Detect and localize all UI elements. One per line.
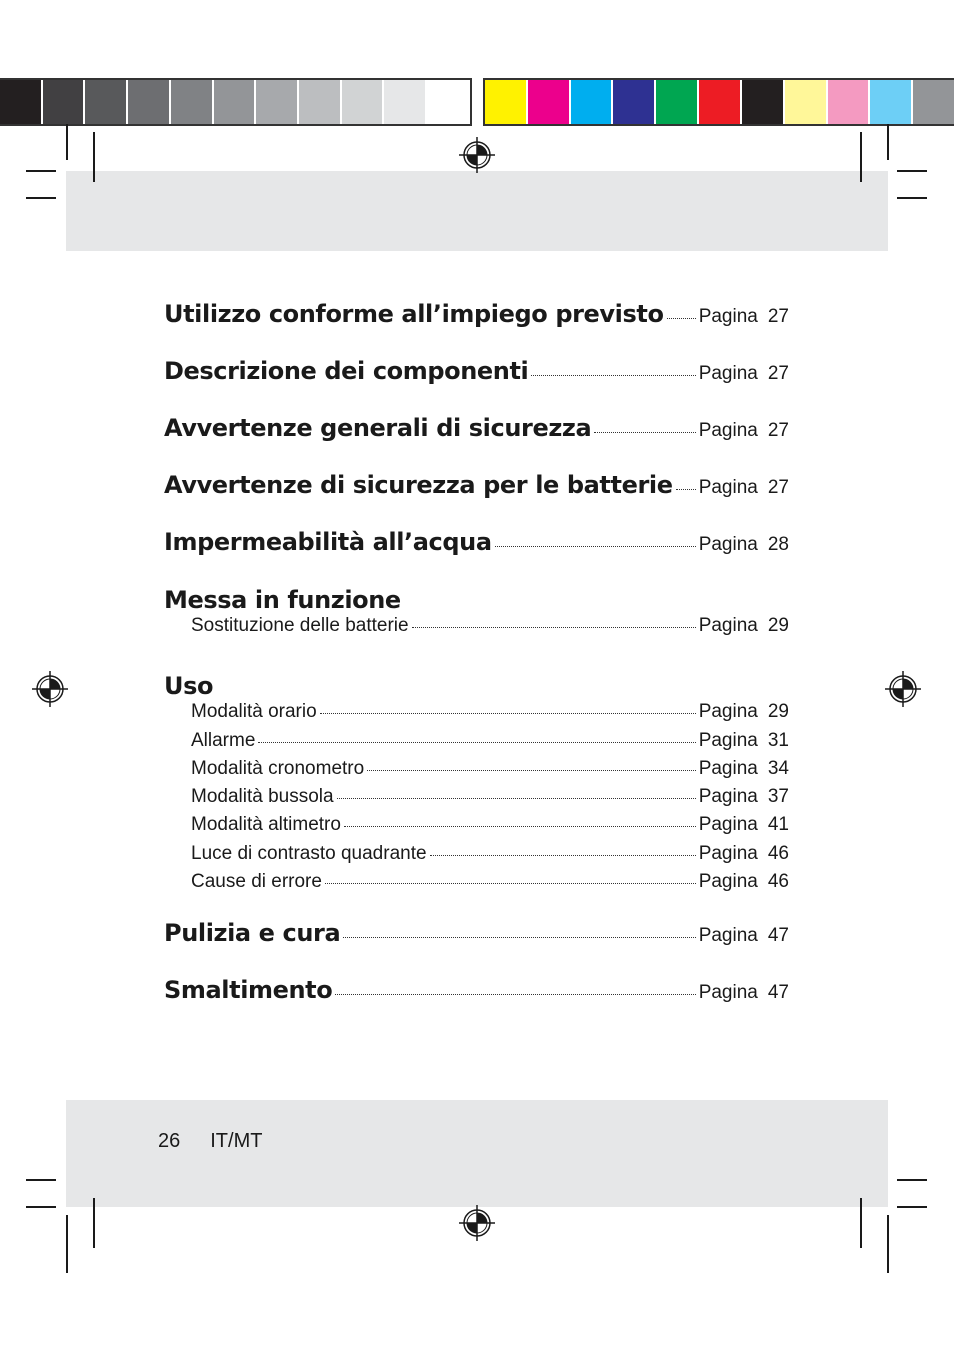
dot-leader	[430, 855, 696, 856]
toc-subentry[interactable]	[164, 843, 789, 871]
crop-mark	[93, 132, 95, 182]
toc-subentry[interactable]	[164, 814, 789, 842]
toc-section-heading[interactable]: Messa in funzione	[164, 586, 401, 614]
crop-mark	[897, 197, 927, 199]
toc-entry-page: Pagina 47	[698, 982, 789, 1004]
toc-subentry-page: Pagina 46	[698, 842, 789, 864]
calibration-swatch	[43, 80, 86, 124]
dot-leader	[495, 546, 696, 547]
crop-mark	[897, 170, 927, 172]
toc-entry[interactable]	[164, 471, 789, 528]
calibration-swatch	[699, 80, 742, 124]
calibration-swatch	[870, 80, 913, 124]
calibration-swatch	[913, 80, 954, 124]
toc-entry-page: Pagina 47	[698, 925, 789, 947]
calibration-swatch	[485, 80, 528, 124]
calibration-swatch	[656, 80, 699, 124]
calibration-swatch	[342, 80, 385, 124]
crop-mark	[26, 1206, 56, 1208]
toc-subentry[interactable]	[164, 786, 789, 814]
language-code: IT/MT	[210, 1130, 263, 1152]
table-of-contents	[164, 300, 789, 1033]
toc-entry-page: Pagina 27	[698, 306, 789, 327]
toc-subentry-page: Pagina 31	[698, 729, 789, 751]
toc-subentry[interactable]	[164, 701, 789, 729]
grey-calibration-bar	[0, 78, 472, 126]
dot-leader	[531, 375, 695, 376]
calibration-swatch	[528, 80, 571, 124]
toc-entry[interactable]	[164, 528, 789, 585]
page-number: 26	[158, 1130, 181, 1152]
dot-leader	[320, 713, 696, 714]
calibration-swatch	[742, 80, 785, 124]
calibration-swatch	[214, 80, 257, 124]
toc-entry[interactable]	[164, 300, 789, 357]
toc-entry[interactable]	[164, 357, 789, 414]
dot-leader	[258, 742, 695, 743]
dot-leader	[594, 432, 695, 433]
crop-mark	[26, 197, 56, 199]
toc-entry-title: Utilizzo conforme all’impiego previsto	[164, 300, 664, 328]
toc-subentry[interactable]	[164, 871, 789, 899]
toc-entry-title: Avvertenze generali di sicurezza	[164, 414, 592, 442]
toc-subentry-title: Modalità cronometro	[191, 757, 365, 779]
registration-mark-icon	[459, 1205, 495, 1241]
toc-subentry-title: Sostituzione delle batterie	[191, 615, 409, 636]
toc-subentry[interactable]	[164, 758, 789, 786]
toc-entry-page: Pagina 28	[698, 534, 789, 555]
registration-mark-icon	[885, 671, 921, 707]
toc-subentry-page: Pagina 37	[698, 786, 789, 808]
toc-subentry-title: Modalità altimetro	[191, 814, 341, 836]
dot-leader	[337, 798, 696, 799]
calibration-swatch	[0, 80, 43, 124]
calibration-swatch	[785, 80, 828, 124]
header-band	[66, 171, 888, 251]
crop-mark	[66, 1215, 68, 1273]
calibration-swatch	[828, 80, 871, 124]
toc-entry-page: Pagina 27	[698, 477, 789, 498]
toc-subentry-page: Pagina 46	[698, 871, 789, 893]
toc-entry-page: Pagina 27	[698, 420, 789, 441]
dot-leader	[325, 883, 696, 884]
dot-leader	[367, 770, 695, 771]
toc-entry-title: Impermeabilità all’acqua	[164, 528, 492, 556]
dot-leader	[335, 994, 695, 995]
calibration-swatch	[85, 80, 128, 124]
footer-band	[66, 1100, 888, 1207]
crop-mark	[860, 1198, 862, 1248]
toc-subentry-title: Allarme	[191, 729, 256, 751]
toc-subentry-title: Modalità orario	[191, 701, 317, 723]
calibration-swatch	[128, 80, 171, 124]
calibration-swatch	[571, 80, 614, 124]
toc-subentry-title: Modalità bussola	[191, 786, 334, 808]
calibration-swatch	[256, 80, 299, 124]
toc-subentry[interactable]	[164, 615, 789, 643]
toc-entry[interactable]	[164, 414, 789, 471]
toc-entry-page: Pagina 27	[698, 363, 789, 384]
crop-mark	[897, 1206, 927, 1208]
dot-leader	[667, 318, 696, 319]
calibration-swatch	[299, 80, 342, 124]
page-footer	[158, 1130, 262, 1153]
color-calibration-bar	[483, 78, 954, 126]
toc-entry[interactable]	[164, 919, 789, 976]
calibration-swatch	[613, 80, 656, 124]
registration-mark-icon	[32, 671, 68, 707]
toc-subentry-title: Cause di errore	[191, 871, 322, 893]
dot-leader	[676, 489, 696, 490]
crop-mark	[26, 170, 56, 172]
toc-subentry-page: Pagina 29	[698, 701, 789, 723]
calibration-swatch	[384, 80, 427, 124]
calibration-swatch	[427, 80, 470, 124]
toc-entry-title: Pulizia e cura	[164, 919, 341, 948]
dot-leader	[412, 627, 696, 628]
calibration-swatch	[171, 80, 214, 124]
toc-entry-title: Descrizione dei componenti	[164, 357, 529, 385]
toc-subentry-page: Pagina 29	[698, 615, 789, 636]
toc-section-heading[interactable]: Uso	[164, 672, 214, 701]
toc-entry[interactable]	[164, 976, 789, 1033]
dot-leader	[344, 826, 696, 827]
toc-subentry[interactable]	[164, 730, 789, 758]
crop-mark	[66, 124, 68, 160]
toc-entry-title: Avvertenze di sicurezza per le batterie	[164, 471, 673, 499]
dot-leader	[343, 937, 695, 938]
registration-mark-icon	[459, 137, 495, 173]
toc-subentry-title: Luce di contrasto quadrante	[191, 842, 427, 864]
toc-subentry-page: Pagina 41	[698, 814, 789, 836]
crop-mark	[887, 1215, 889, 1273]
crop-mark	[93, 1198, 95, 1248]
crop-mark	[887, 124, 889, 160]
toc-subentry-page: Pagina 34	[698, 757, 789, 779]
crop-mark	[860, 132, 862, 182]
toc-entry-title: Smaltimento	[164, 976, 333, 1005]
crop-mark	[897, 1179, 927, 1181]
crop-mark	[26, 1179, 56, 1181]
